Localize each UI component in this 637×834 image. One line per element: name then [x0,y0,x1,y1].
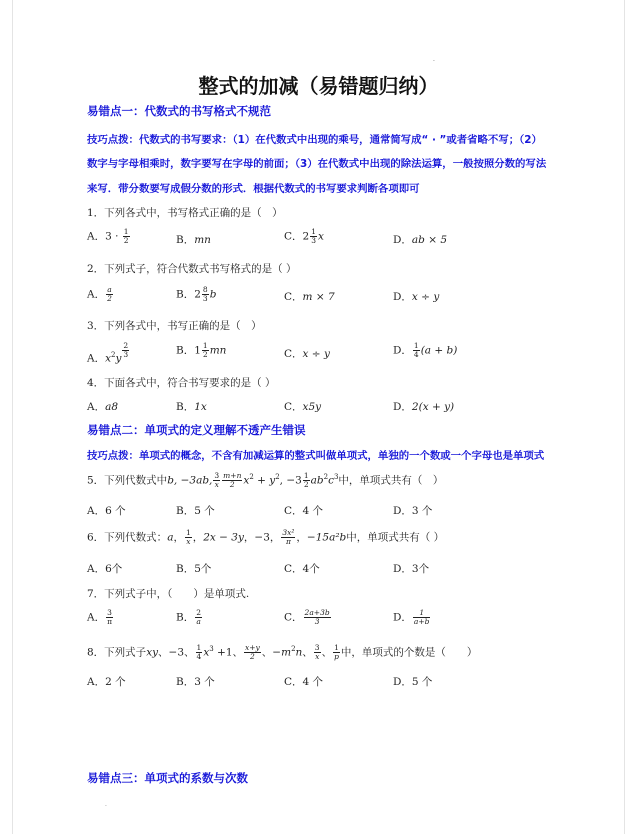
section1-tip-line3: 来写．带分数要写成假分数的形式．根据代数式的书写要求判断各项即可 [87,183,420,195]
q1-option-b: B．mn [176,234,211,246]
q6-option-d: D．3个 [393,563,430,575]
q4-option-a: A．a8 [87,401,119,413]
q2-stem: 2．下列式子，符合代数式书写格式的是（ ） [87,263,297,275]
q5-option-c: C．4 个 [284,505,324,517]
q1-option-d: D．ab × 5 [393,234,448,246]
q8-stem: 8．下列式子xy、−3、 $\frac{1}{4}$ $x^3 +1$、 $\frac{x+y}{2}$ 、$-m^2n$、 $\frac{3}{x}$ 、 $\frac{1}{p}$ 中，单项式的个数是（ ） [87,643,478,661]
speck-mark-bottom: · [105,803,107,810]
q1-stem: 1．下列各式中，书写格式正确的是（ ） [87,207,283,219]
q8-option-c: C．4 个 [284,676,324,688]
q5-option-a: A．6 个 [87,505,126,517]
q3-option-a: A．$x^2y$ $\frac{2}{3}$ [87,341,129,365]
q8-option-b: B．3 个 [176,676,215,688]
q6-option-b: B．5个 [176,563,212,575]
q2-option-d: D．x ÷ y [393,291,440,303]
q5-option-b: B．5 个 [176,505,215,517]
q2-option-c: C．m × 7 [284,291,335,303]
q6-stem: 6．下列代数式：a， $\frac{1}{x}$ ，2x − 3y，−3， $\frac{\text{3x²}}{\pi}$ ，−15a²b中，单项式共有（ ） [87,528,445,546]
q4-option-d: D．2(x + y) [393,401,455,413]
q8-option-d: D．5 个 [393,676,433,688]
q2-option-b: B．2 $\frac{8}{3}$ b [176,285,217,303]
section3-heading: 易错点三：单项式的系数与次数 [87,771,248,785]
section1-tip-line2: 数字与字母相乘时，数字要写在字母的前面；（3）在代数式中出现的除法运算，一般按照分数的写法 [87,158,547,170]
section1-tip-line1: 技巧点拨：代数式的书写要求：（1）在代数式中出现的乘号，通常简写成“ · ”或者省略不写；（2） [87,134,542,146]
q3-option-c: C．x ÷ y [284,348,330,360]
q7-option-d: D． $\frac{1}{a+b}$ [393,608,430,626]
speck-mark: · [433,58,435,65]
q5-stem: 5．下列代数式中b, −3ab, $\frac{3}{x}$ $\frac{m+n}{2}$ $x^2 + y^2$, −3 $\frac{1}{2}$ $ab^2c^3$中，单项式共有（ ） [87,471,444,489]
section1-heading: 易错点一：代数式的书写格式不规范 [87,104,271,118]
q3-option-d: D． $\frac{1}{4}$ (a + b) [393,341,458,359]
page-edge-left [12,0,13,834]
q5-option-d: D．3 个 [393,505,433,517]
q3-stem: 3．下列各式中，书写正确的是（ ） [87,320,262,332]
q4-option-b: B．1x [176,401,207,413]
page-title: 整式的加减（易错题归纳） [198,74,439,98]
q1-option-a: A．3 · $\frac{1}{2}$ [87,227,129,245]
section2-heading: 易错点二：单项式的定义理解不透产生错误 [87,423,306,437]
q7-option-b: B． $\frac{2}{a}$ [176,608,201,626]
page-edge-right [624,0,625,834]
q1-option-c: C．2 $\frac{1}{3}$ x [284,227,324,245]
q7-stem: 7．下列式子中，（ ）是单项式. [87,588,250,600]
q7-option-a: A． $\frac{3}{\pi}$ [87,608,113,626]
section2-tip: 技巧点拨：单项式的概念，不含有加减运算的整式叫做单项式，单独的一个数或一个字母也是单项式 [87,450,545,462]
q4-option-c: C．x5y [284,401,322,413]
q8-option-a: A．2 个 [87,676,126,688]
q2-option-a: A． $\frac{a}{2}$ [87,285,112,303]
q3-option-b: B．1 $\frac{1}{2}$ mn [176,341,227,359]
q4-stem: 4．下面各式中，符合书写要求的是（ ） [87,377,276,389]
q6-option-c: C．4个 [284,563,320,575]
q6-option-a: A．6个 [87,563,123,575]
q7-option-c: C． $\frac{2a+3b}{3}$ [284,608,330,626]
